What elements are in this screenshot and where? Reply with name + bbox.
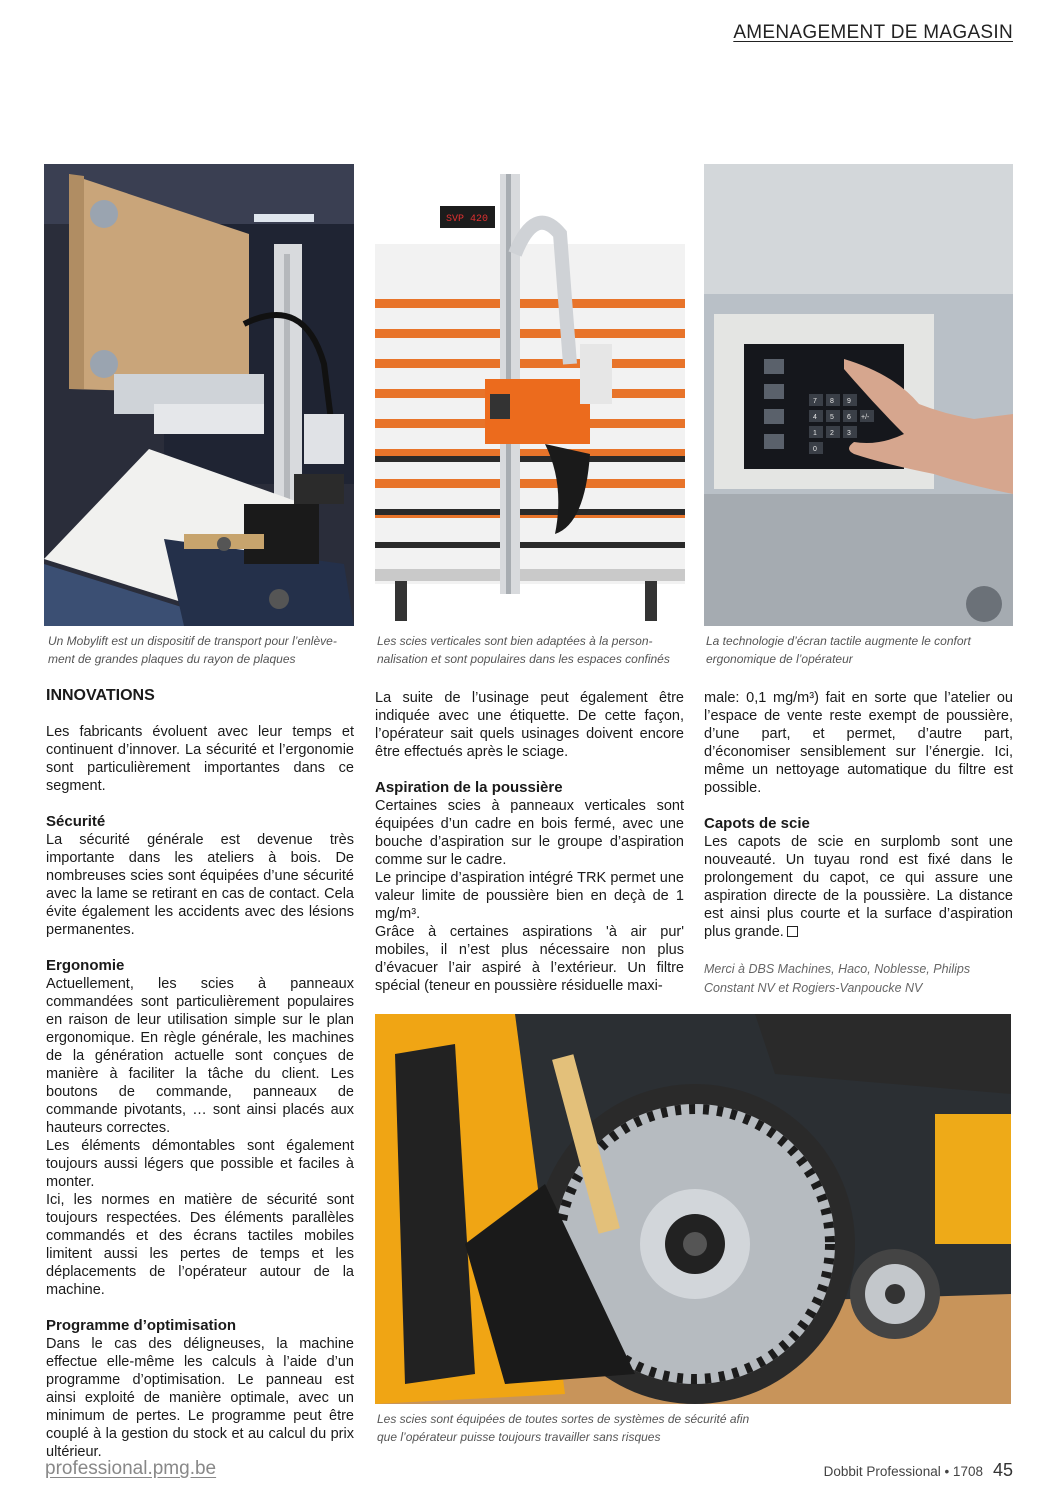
programme-paragraph: Dans le cas des déligneuses, la machine effectue elle-même les calculs à l’aide d’un programme d’optimisation. Le panneau est ainsi exploité de manière optimale, avec un minimum de pertes. Le programme peut être couplé à la gestion du stock et au calcul du prix ultérieur. xyxy=(46,1336,354,1460)
key-4: 4 xyxy=(813,414,817,421)
filtre-paragraph: male: 0,1 mg/m³) fait en sorte que l’atelier ou l’espace de vente reste exempt de poussière, d’une part, et permet, d’autre part, d’économiser sensiblement sur l’énergie. Ici, même un nettoyage automatique du filtre est possible. xyxy=(704,690,1013,796)
key-8: 8 xyxy=(830,398,834,405)
aspiration-paragraph-2: Le principe d’aspiration intégré TRK permet une valeur limite de poussière bien en deçà de 1 mg/m³. xyxy=(375,870,684,922)
credits: Merci à DBS Machines, Haco, Noblesse, Philips Constant NV et Rogiers-Vanpoucke NV xyxy=(704,962,971,995)
subheading-aspiration: Aspiration de la poussière xyxy=(375,779,563,796)
end-square-icon xyxy=(787,926,798,937)
column-1 xyxy=(46,687,354,1461)
photo-mobylift xyxy=(44,164,354,626)
key-1: 1 xyxy=(813,430,817,437)
aspiration-paragraph-3: Grâce à certaines aspirations 'à air pur' mobiles, il n’est plus nécessaire non plus d’évacuer l’air aspiré à l’extérieur. Un filtre spécial (teneur en poussière résiduelle maxi- xyxy=(375,924,684,994)
subheading-securite: Sécurité xyxy=(46,813,106,830)
heading-innovations: INNOVATIONS xyxy=(46,687,155,704)
ergonomie-paragraph-2: Les éléments démontables sont également toujours aussi légers que possible et faciles à monter. xyxy=(46,1138,354,1190)
etiquette-paragraph: La suite de l’usinage peut également être indiquée avec une étiquette. De cette façon, l’opérateur sait quels usinages doivent encore être effectués après le sciage. xyxy=(375,690,684,760)
key-2: 2 xyxy=(830,430,834,437)
photo-saw-blade xyxy=(375,1014,1011,1404)
caption-touchscreen: La technologie d’écran tactile augmente le confort ergonomique de l’opérateur xyxy=(706,634,971,666)
photo-vertical-saw xyxy=(375,164,685,626)
page-footer xyxy=(824,1460,1013,1481)
ergonomie-paragraph-3: Ici, les normes en matière de sécurité sont toujours respectées. Des éléments parallèles commandés et des écrans tactiles mobiles limitent aussi les pertes de temps et les déplacements de l’opérateur autour de la machine. xyxy=(46,1192,354,1298)
subheading-capots: Capots de scie xyxy=(704,815,810,832)
key-9: 9 xyxy=(847,398,851,405)
intro-paragraph: Les fabricants évoluent avec leur temps et continuent d’innover. La sécurité et l’ergonomie sont particulièrement importantes dans ce segment. xyxy=(46,724,354,794)
page-number: 45 xyxy=(992,1460,1013,1480)
saw-display-label: SVP 420 xyxy=(445,214,489,225)
key-plus-minus: +/- xyxy=(861,414,870,421)
key-5: 5 xyxy=(830,414,834,421)
ergonomie-paragraph-1: Actuellement, les scies à panneaux commandées sont particulièrement populaires en raison de leur utilisation simple sur le plan ergonomique. En règle générale, les machines de la génération actuelle sont conçues de manière à faciliter la tâche du client. Les boutons de commande, panneaux de commande pivotants, … sont ainsi placés aux hauteurs correctes. xyxy=(46,976,354,1136)
securite-paragraph: La sécurité générale est devenue très importante dans les ateliers à bois. De nombreuses scies sont équipées d’une sécurité avec la lame se retirant en cas de contact. Cela évite également les accidents avec des lésions permanentes. xyxy=(46,832,354,938)
column-2 xyxy=(375,689,684,995)
caption-saw-blade: Les scies sont équipées de toutes sortes de systèmes de sécurité afin que l’opérateur puisse toujours travailler sans risques xyxy=(377,1412,750,1444)
key-0: 0 xyxy=(813,446,817,453)
caption-mobylift: Un Mobylift est un dispositif de transport pour l’enlève-ment de grandes plaques du rayon de plaques xyxy=(48,634,337,666)
website-link[interactable]: professional.pmg.be xyxy=(45,1458,217,1479)
key-7: 7 xyxy=(813,398,817,405)
magazine-issue: Dobbit Professional • 1708 xyxy=(823,1464,983,1479)
section-title: AMENAGEMENT DE MAGASIN xyxy=(733,22,1013,43)
subheading-ergonomie: Ergonomie xyxy=(46,957,125,974)
capots-paragraph: Les capots de scie en surplomb sont une nouveauté. Un tuyau rond est fixé dans le prolongement du capot, ce qui assure une aspiration directe de la poussière. La distance est ainsi plus courte et la surface d’aspiration plus grande. xyxy=(704,834,1013,940)
column-3 xyxy=(704,689,1013,941)
aspiration-paragraph-1: Certaines scies à panneaux verticales sont équipées d’un cadre en bois fermé, avec une bouche d’aspiration sur le groupe d’aspiration comme sur le cadre. xyxy=(375,798,684,868)
caption-vertical-saw: Les scies verticales sont bien adaptées à la person-nalisation et sont populaires dans les espaces confinés xyxy=(377,634,670,666)
subheading-programme: Programme d’optimisation xyxy=(46,1317,237,1334)
photo-touchscreen xyxy=(704,164,1013,626)
key-6: 6 xyxy=(847,414,851,421)
key-3: 3 xyxy=(847,430,851,437)
